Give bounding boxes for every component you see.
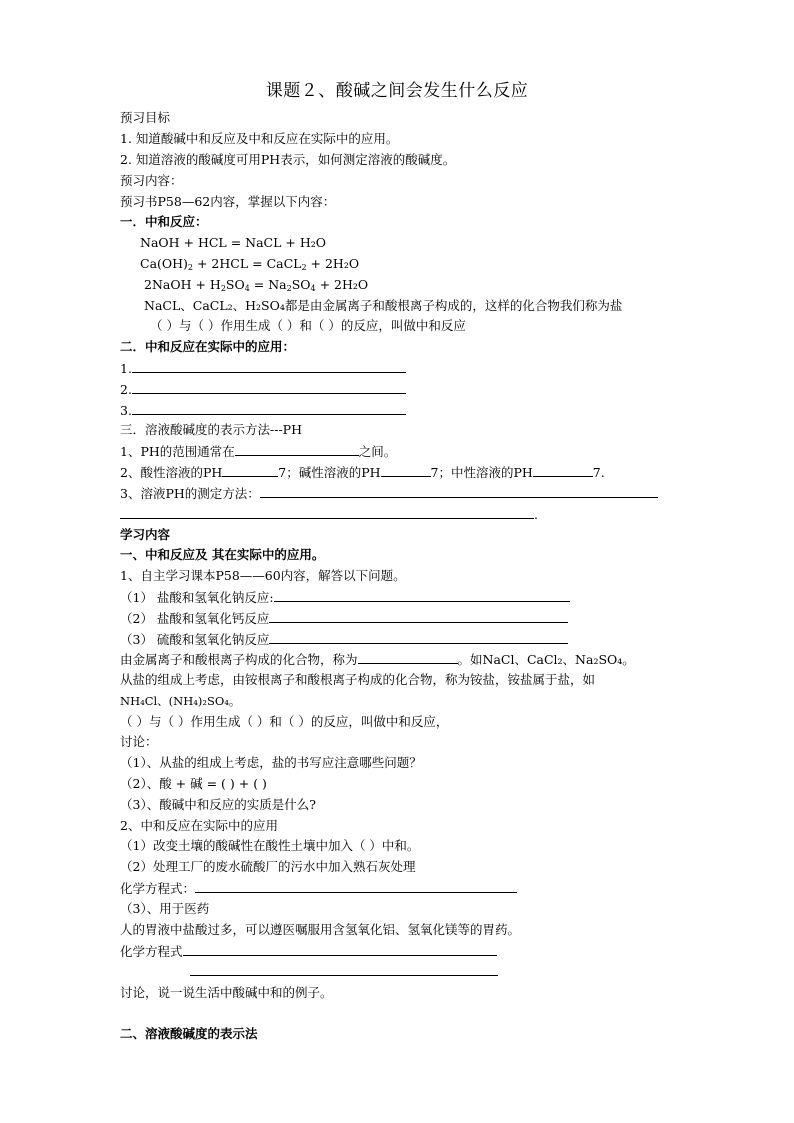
answer-blank[interactable] xyxy=(190,975,498,976)
answer-blank[interactable] xyxy=(222,464,278,477)
ph-range-label: 1、PH的范围通常在 xyxy=(120,444,235,459)
ph-measure xyxy=(120,485,658,502)
answer-blank[interactable] xyxy=(260,485,658,498)
application-2 xyxy=(120,381,406,398)
neutral-ph-label: 7；中性溶液的PH xyxy=(430,465,533,480)
salt-label: 由金属离子和酸根离子构成的化合物，称为 xyxy=(120,652,358,667)
application-number: 3. xyxy=(120,403,132,418)
section-applications: 二．中和反应在实际中的应用： xyxy=(120,339,296,354)
acid-ph-label: 2、酸性溶液的PH xyxy=(120,465,223,480)
subscript: 4 xyxy=(310,284,316,293)
discussion-2: （2）、酸 + 碱 = ( ) + ( ) xyxy=(120,776,267,791)
answer-blank[interactable] xyxy=(132,381,406,394)
equation-3-part: = Na xyxy=(249,277,287,292)
answer-blank[interactable] xyxy=(195,880,517,893)
application-3 xyxy=(120,402,406,419)
study-question-2: 2、中和反应在实际中的应用 xyxy=(120,818,278,833)
answer-blank[interactable] xyxy=(358,651,458,664)
salt-examples: 。如NaCl、CaCl₂、Na₂SO₄。 xyxy=(457,652,635,667)
application-number: 1. xyxy=(120,361,132,376)
application-1 xyxy=(120,360,406,377)
answer-blank[interactable] xyxy=(381,464,431,477)
discussion-examples: 讨论，说一说生活中酸碱中和的例子。 xyxy=(120,985,333,1000)
preview-intro: 预习书P58—62内容，掌握以下内容： xyxy=(120,194,336,209)
reaction-3 xyxy=(120,631,568,648)
preview-content-heading: 预习内容： xyxy=(120,173,183,188)
stomach-acid-line: 人的胃液中盐酸过多，可以遵医嘱服用含氢氧化铝、氢氧化镁等的胃药。 xyxy=(120,922,521,937)
section-neutralization: 一．中和反应： xyxy=(120,214,208,229)
page-title: 课题２、酸碱之间会发生什么反应 xyxy=(265,81,529,101)
reaction-label: （2） 盐酸和氢氧化钙反应 xyxy=(120,611,270,626)
equation-label: 化学方程式： xyxy=(120,881,196,896)
salt-definition-study xyxy=(120,651,635,668)
section-ph: 三．溶液酸碱度的表示方法---PH xyxy=(120,422,302,437)
answer-blank[interactable] xyxy=(274,589,570,602)
base-ph-label: 7；碱性溶液的PH xyxy=(278,465,381,480)
preview-goals-heading: 预习目标 xyxy=(120,110,171,125)
goal-2: 2. 知道溶液的酸碱度可用PH表示，如何测定溶液的酸碱度。 xyxy=(120,152,456,167)
goal-1: 1. 知道酸碱中和反应及中和反应在实际中的应用。 xyxy=(120,131,399,146)
equation-line-1 xyxy=(120,880,517,897)
equation-2 xyxy=(140,256,359,276)
answer-blank[interactable] xyxy=(533,464,593,477)
period: . xyxy=(534,507,538,522)
subscript: 2 xyxy=(301,263,307,272)
application-soil: （1）改变土壤的酸碱性在酸性土壤中加入（ ）中和。 xyxy=(120,838,420,853)
subscript: 2 xyxy=(220,284,226,293)
reaction-label: （3） 硫酸和氢氧化钠反应 xyxy=(120,632,270,647)
ammonium-salt-line: 从盐的组成上考虑，由铵根离子和酸根离子构成的化合物，称为铵盐，铵盐属于盐，如 xyxy=(120,672,596,687)
ammonium-examples: NH₄Cl、(NH₄)₂SO₄。 xyxy=(120,694,241,708)
answer-blank[interactable] xyxy=(120,506,534,519)
equation-3 xyxy=(144,277,368,297)
ph-range-suffix: 之间。 xyxy=(358,444,397,459)
discussion-heading: 讨论： xyxy=(120,734,158,749)
equation-1: NaOH + HCL = NaCL + H₂O xyxy=(140,235,326,250)
study-question-1: 1、自主学习课本P58——60内容，解答以下问题。 xyxy=(120,568,406,583)
answer-blank[interactable] xyxy=(132,402,406,415)
study-section-1: 一、中和反应及 其在实际中的应用。 xyxy=(120,547,325,562)
equation-label: 化学方程式 xyxy=(120,944,183,959)
answer-blank[interactable] xyxy=(269,610,568,623)
neutralization-definition: （ ）与（ ）作用生成（ ）和（ ）的反应，叫做中和反应 xyxy=(150,318,466,333)
subscript: 2 xyxy=(187,263,194,272)
equation-2-part: + 2HCL = CaCL xyxy=(193,256,302,271)
equation-2-part: Ca(OH) xyxy=(140,256,188,271)
ph-measure-continued xyxy=(120,506,538,523)
subscript: 2 xyxy=(286,284,292,293)
answer-blank[interactable] xyxy=(235,443,359,456)
equation-3-part: SO xyxy=(291,277,311,292)
reaction-1 xyxy=(120,589,570,606)
equation-3-part: 2NaOH + H xyxy=(144,277,221,292)
answer-blank[interactable] xyxy=(132,360,406,373)
reaction-2 xyxy=(120,610,568,627)
ph-range xyxy=(120,443,396,460)
application-medicine: （3）、用于医药 xyxy=(120,901,210,916)
answer-blank[interactable] xyxy=(183,943,497,956)
discussion-1: （1）、从盐的组成上考虑，盐的书写应注意哪些问题？ xyxy=(120,755,422,770)
application-number: 2. xyxy=(120,382,132,397)
discussion-3: （3）、酸碱中和反应的实质是什么? xyxy=(120,797,316,812)
equation-2-part: + 2H₂O xyxy=(306,256,360,271)
ph-values xyxy=(120,464,605,481)
equation-3-part: SO xyxy=(225,277,245,292)
study-section-2: 二、溶液酸碱度的表示法 xyxy=(120,1026,258,1041)
answer-blank[interactable] xyxy=(269,631,568,644)
equation-3-part: + 2H₂O xyxy=(315,277,369,292)
study-heading: 学习内容 xyxy=(120,527,171,542)
subscript: 4 xyxy=(244,284,250,293)
application-wastewater: （2）处理工厂的废水硫酸厂的污水中加入熟石灰处理 xyxy=(120,859,416,874)
neutralization-definition-study: （ ）与（ ）作用生成（ ）和（ ）的反应，叫做中和反应， xyxy=(120,714,449,729)
salt-definition: NaCL、CaCL₂、H₂SO₄都是由金属离子和酸根离子构成的，这样的化合物我们称为盐 xyxy=(144,298,623,313)
ph-suffix: 7. xyxy=(592,465,605,480)
reaction-label: （1） 盐酸和氢氧化钠反应: xyxy=(120,590,274,605)
equation-line-2 xyxy=(120,943,497,960)
ph-measure-label: 3、溶液PH的测定方法： xyxy=(120,486,260,501)
